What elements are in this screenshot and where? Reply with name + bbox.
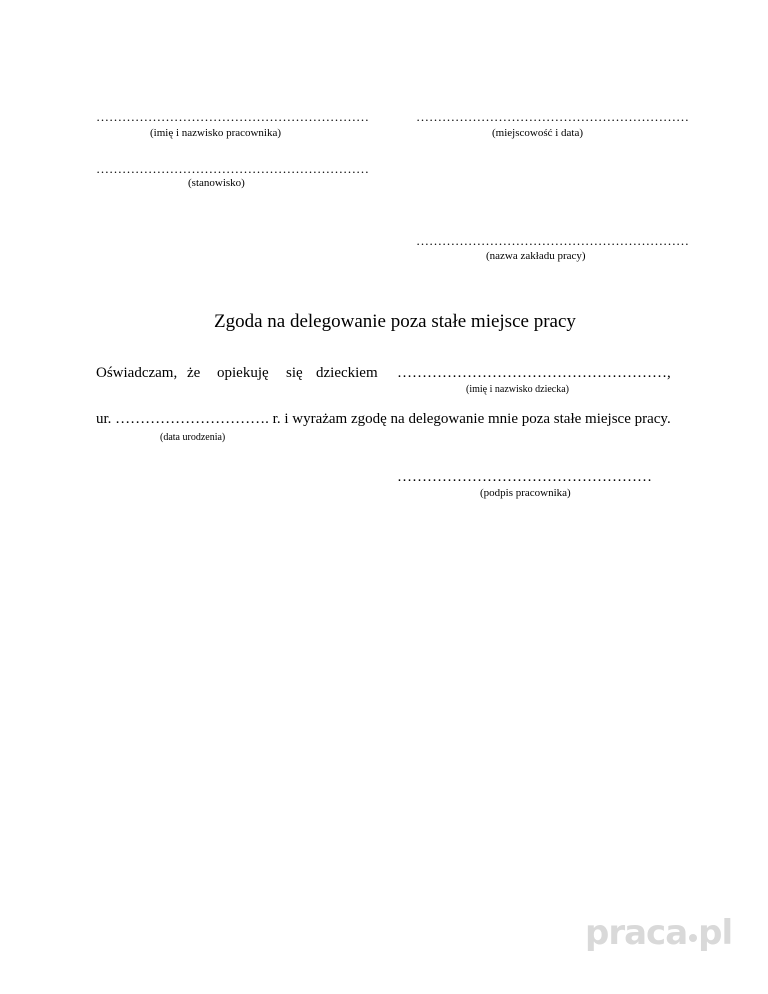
statement-word: dzieckiem <box>316 365 378 381</box>
document-title: Zgoda na delegowanie poza stałe miejsce pracy <box>214 311 576 332</box>
child-name-dots: ………………………………………………, <box>397 365 671 381</box>
employer-dots: ……………………………………………………… <box>416 233 689 248</box>
signature-caption: (podpis pracownika) <box>480 487 571 499</box>
place-date-caption: (miejscowość i data) <box>492 127 584 139</box>
logo-dot-icon <box>689 934 697 942</box>
statement-word: Oświadczam, <box>96 365 178 381</box>
signature-dots: …………………………………………… <box>397 469 652 485</box>
statement-line-2: ur. …………………………. r. i wyrażam zgodę na delegowanie mnie poza stałe miejsce pracy. <box>96 411 671 427</box>
position-caption: (stanowisko) <box>188 177 245 189</box>
watermark-tld: pl <box>698 913 733 953</box>
watermark-logo <box>585 913 732 953</box>
employer-caption: (nazwa zakładu pracy) <box>486 250 586 262</box>
birth-date-caption: (data urodzenia) <box>160 432 226 443</box>
position-dots: ……………………………………………………… <box>96 161 369 176</box>
child-name-caption: (imię i nazwisko dziecka) <box>466 384 570 395</box>
employee-name-dots: ……………………………………………………… <box>96 109 369 124</box>
statement-word: się <box>286 365 303 381</box>
place-date-dots: ……………………………………………………… <box>416 109 689 124</box>
statement-word: że <box>187 365 201 381</box>
statement-word: opiekuję <box>217 365 269 381</box>
watermark-name: praca <box>585 913 688 953</box>
employee-name-caption: (imię i nazwisko pracownika) <box>150 127 282 139</box>
